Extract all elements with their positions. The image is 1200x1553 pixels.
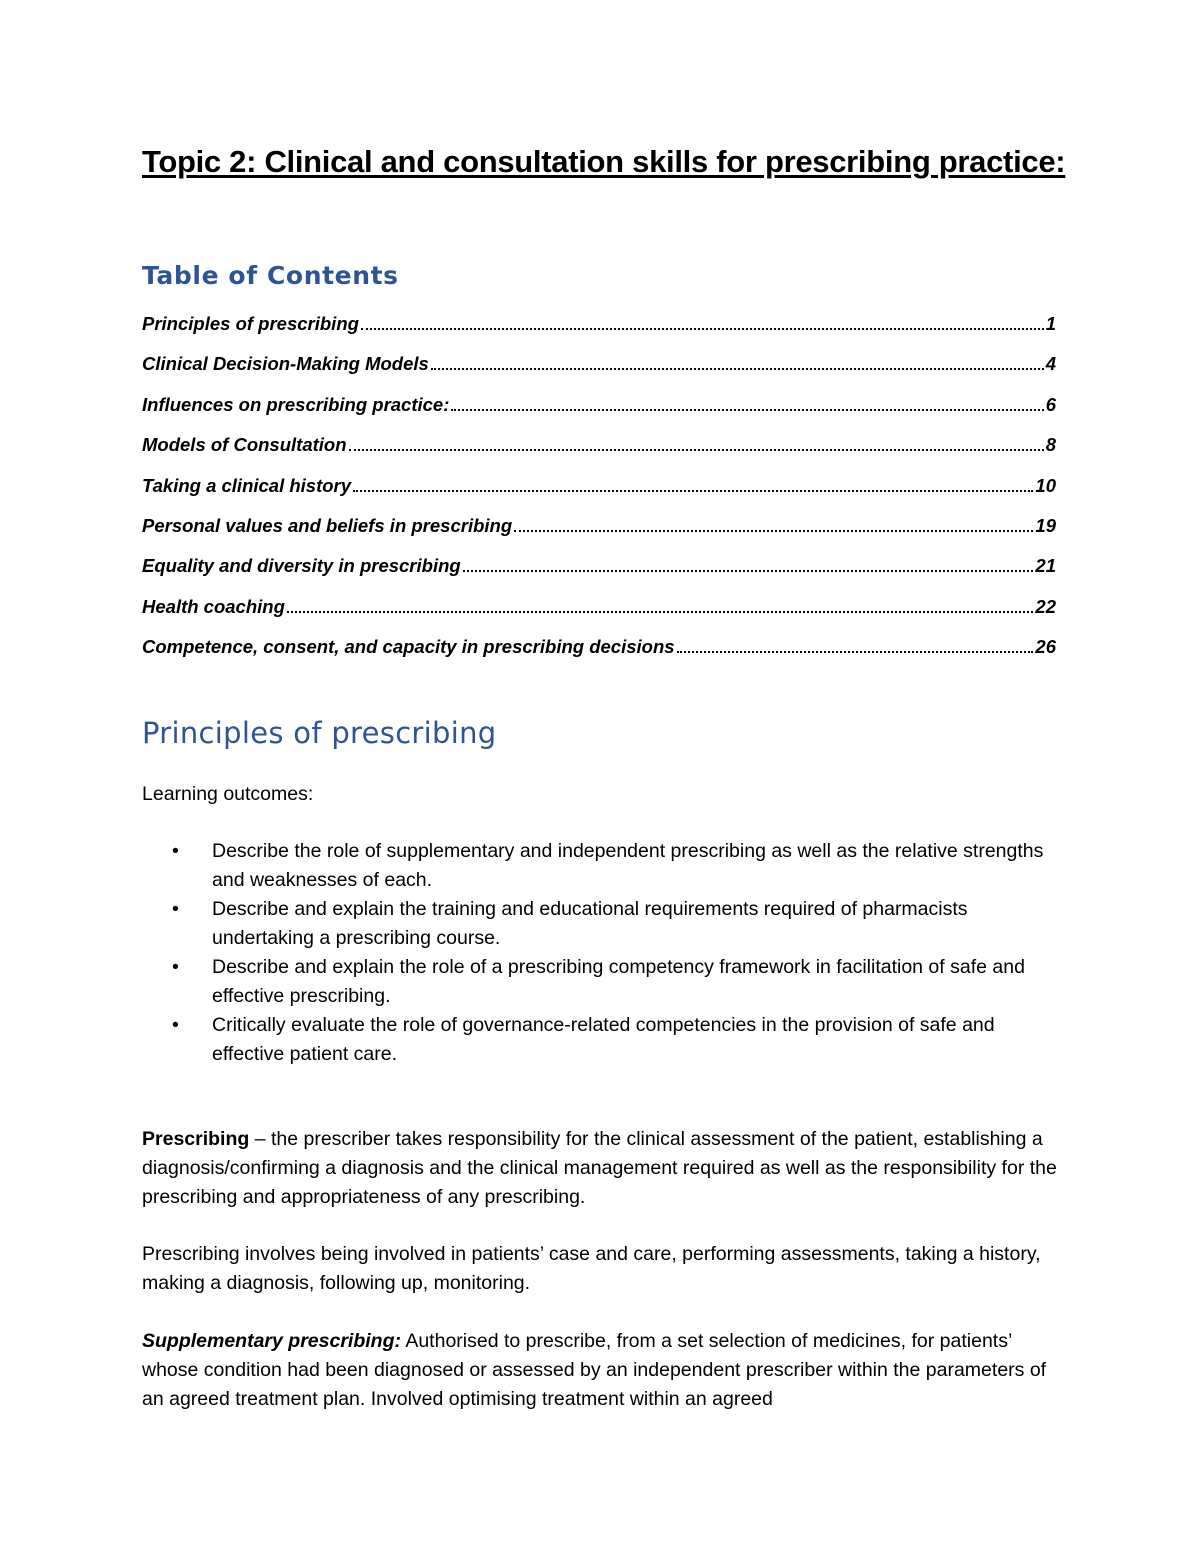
table-of-contents <box>142 310 1056 674</box>
paragraph-text: – the prescriber takes responsibility for the clinical assessment of the patient, establishing a diagnosis/confirming a diagnosis and the clinical management required as well as the responsibility for the prescribing and appropriateness of any prescribing. <box>142 1128 1057 1208</box>
toc-entry-label: Taking a clinical history <box>142 474 352 496</box>
toc-leader-dots <box>431 368 1044 370</box>
toc-page-number: 26 <box>1035 636 1056 658</box>
toc-entry-label: Principles of prescribing <box>142 313 359 334</box>
learning-outcomes-list <box>142 837 1072 1069</box>
outcome-text: Describe and explain the training and educational requirements required of pharmacists undertaking a prescribing course. <box>212 898 968 949</box>
toc-page-number: 19 <box>1035 514 1056 536</box>
paragraph-lead-term: Prescribing <box>142 1128 250 1150</box>
toc-page-number: 4 <box>1045 353 1056 375</box>
toc-leader-dots <box>353 490 1033 492</box>
toc-leader-dots <box>451 409 1043 411</box>
list-item <box>142 953 1072 1011</box>
toc-page-number: 21 <box>1035 555 1056 577</box>
toc-entry-clinical-history[interactable] <box>142 472 1056 512</box>
toc-leader-dots <box>349 449 1044 451</box>
document-title: Topic 2: Clinical and consultation skills for prescribing practice: <box>142 144 1066 179</box>
toc-entry-label: Competence, consent, and capacity in prescribing decisions <box>142 636 675 658</box>
section-heading: Principles of prescribing <box>142 716 497 750</box>
toc-entry-label: Influences on prescribing practice: <box>142 393 450 415</box>
paragraph-lead-term: Supplementary prescribing: <box>142 1330 401 1352</box>
bullet-icon: • <box>172 898 179 920</box>
toc-page-number: 1 <box>1045 313 1056 334</box>
toc-leader-dots <box>677 651 1034 653</box>
toc-leader-dots <box>514 530 1033 532</box>
toc-entry-values-beliefs[interactable] <box>142 512 1056 552</box>
bullet-icon: • <box>172 1014 179 1036</box>
toc-entry-label: Clinical Decision-Making Models <box>142 353 429 375</box>
paragraph-supplementary-prescribing <box>142 1327 1072 1414</box>
list-item <box>142 837 1072 895</box>
outcome-text: Describe the role of supplementary and independent prescribing as well as the relative strengths and weaknesses of each. <box>212 840 1044 891</box>
toc-entry-consultation-models[interactable] <box>142 431 1056 471</box>
toc-entry-competence-consent[interactable] <box>142 633 1056 673</box>
toc-entry-equality-diversity[interactable] <box>142 552 1056 592</box>
paragraph-prescribing-involves: Prescribing involves being involved in patients’ case and care, performing assessments, taking a history, making a diagnosis, following up, monitoring. <box>142 1243 1041 1294</box>
list-item <box>142 895 1072 953</box>
outcome-text: Critically evaluate the role of governance-related competencies in the provision of safe and effective patient care. <box>212 1014 995 1065</box>
toc-page-number: 8 <box>1045 434 1056 456</box>
bullet-icon: • <box>172 840 179 862</box>
toc-entry-label: Models of Consultation <box>142 434 347 456</box>
toc-entry-principles[interactable] <box>142 310 1056 350</box>
toc-entry-label: Health coaching <box>142 595 285 617</box>
toc-leader-dots <box>463 570 1034 572</box>
paragraph-prescribing-definition <box>142 1125 1072 1212</box>
toc-entry-influences[interactable] <box>142 391 1056 431</box>
toc-entry-health-coaching[interactable] <box>142 593 1056 633</box>
toc-page-number: 10 <box>1035 474 1056 496</box>
toc-entry-decision-making[interactable] <box>142 350 1056 390</box>
toc-page-number: 6 <box>1045 393 1056 415</box>
bullet-icon: • <box>172 956 179 978</box>
list-item <box>142 1011 1072 1069</box>
toc-page-number: 22 <box>1035 595 1056 617</box>
toc-entry-label: Personal values and beliefs in prescribing <box>142 514 513 536</box>
toc-leader-dots <box>287 611 1034 613</box>
toc-heading: Table of Contents <box>142 261 399 290</box>
learning-outcomes-label: Learning outcomes: <box>142 783 314 805</box>
toc-entry-label: Equality and diversity in prescribing <box>142 555 461 577</box>
outcome-text: Describe and explain the role of a prescribing competency framework in facilitation of safe and effective prescribing. <box>212 956 1025 1007</box>
paragraph-text: Authorised to prescribe, from a set selection of medicines, for patients’ whose condition had been diagnosed or assessed by an independent prescriber within the parameters of an agreed treatment plan. Involved optimising treatment within an agreed <box>142 1330 1047 1410</box>
toc-leader-dots <box>361 328 1044 330</box>
